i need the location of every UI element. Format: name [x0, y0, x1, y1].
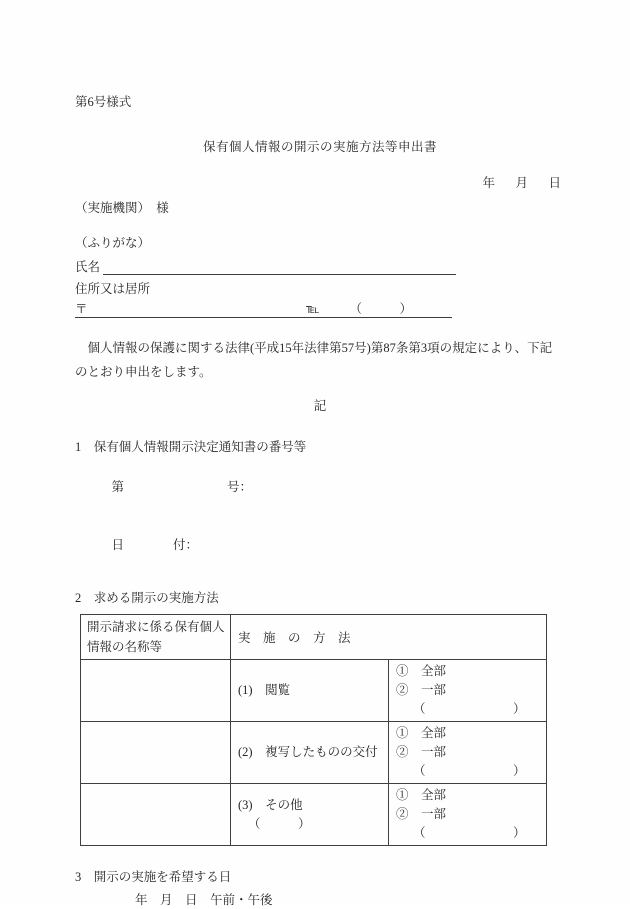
notice-number-suffix: 号：: [227, 480, 253, 494]
column-header-information-name: 開示請求に係る保有個人情報の名称等: [81, 615, 231, 660]
method-label: (1) 閲覧: [238, 683, 291, 697]
option-part: ② 一部: [396, 683, 447, 697]
notice-number-line: [75, 462, 565, 513]
information-name-cell: [81, 784, 231, 846]
date-blank-line: 年 月 日: [482, 176, 565, 190]
options-cell: [389, 784, 547, 846]
information-name-cell: [81, 722, 231, 784]
section3-heading: 3 開示の実施を希望する日: [75, 870, 232, 884]
option-all: ① 全部: [396, 788, 447, 802]
postal-mark: 〒: [75, 302, 88, 316]
option-blank-parens: （ ）: [413, 826, 526, 840]
column-header-method: 実 施 の 方 法: [231, 615, 547, 660]
table-row: [81, 722, 547, 784]
intro-paragraph: [75, 336, 565, 384]
postal-tel-row: [75, 299, 452, 318]
section1-heading: 1 保有個人情報開示決定通知書の番号等: [75, 440, 307, 454]
table-row: [81, 784, 547, 846]
table-header-row: [81, 615, 547, 660]
intro-line-2: のとおり申出をします。: [75, 365, 212, 379]
method-cell: [231, 784, 389, 846]
option-blank-parens: （ ）: [413, 702, 526, 716]
options-cell: [389, 722, 547, 784]
name-label: 氏名: [75, 260, 101, 274]
option-part: ② 一部: [396, 745, 447, 759]
recipient-line: （実施機関） 様: [75, 201, 169, 215]
tel-blank-parens: （ ）: [349, 302, 412, 316]
furigana-label: （ふりがな）: [75, 236, 151, 250]
disclosure-method-table: [80, 614, 547, 846]
method-cell: [231, 660, 389, 722]
options-cell: [389, 660, 547, 722]
notice-date-line: [75, 520, 565, 571]
desired-date-line: 年 月 日 午前・午後: [135, 893, 273, 907]
section2-heading: 2 求める開示の実施方法: [75, 591, 219, 605]
option-part: ② 一部: [396, 807, 447, 821]
notice-date-suffix: 付：: [173, 538, 199, 552]
option-all: ① 全部: [396, 726, 447, 740]
address-label: 住所又は居所: [75, 282, 151, 296]
method-cell: [231, 722, 389, 784]
information-name-cell: [81, 660, 231, 722]
name-blank-line: [103, 257, 456, 275]
option-all: ① 全部: [396, 664, 447, 678]
document-title: 保有個人情報の開示の実施方法等申出書: [202, 140, 437, 154]
method-label: (3) その他: [238, 797, 303, 812]
table-row: [81, 660, 547, 722]
notice-date-prefix: 日: [111, 538, 125, 552]
method-label: (2) 複写したものの交付: [238, 745, 378, 759]
tel-sign: ℡: [306, 302, 320, 316]
notice-number-prefix: 第: [111, 480, 125, 494]
method-note: （ ）: [248, 816, 311, 831]
form-number: 第6号様式: [75, 95, 132, 109]
name-field-row: [75, 256, 565, 275]
ki-mark: 記: [313, 399, 327, 413]
option-blank-parens: （ ）: [413, 764, 526, 778]
intro-line-1: 個人情報の保護に関する法律(平成15年法律第57号)第87条第3項の規定により、下記: [75, 341, 553, 355]
